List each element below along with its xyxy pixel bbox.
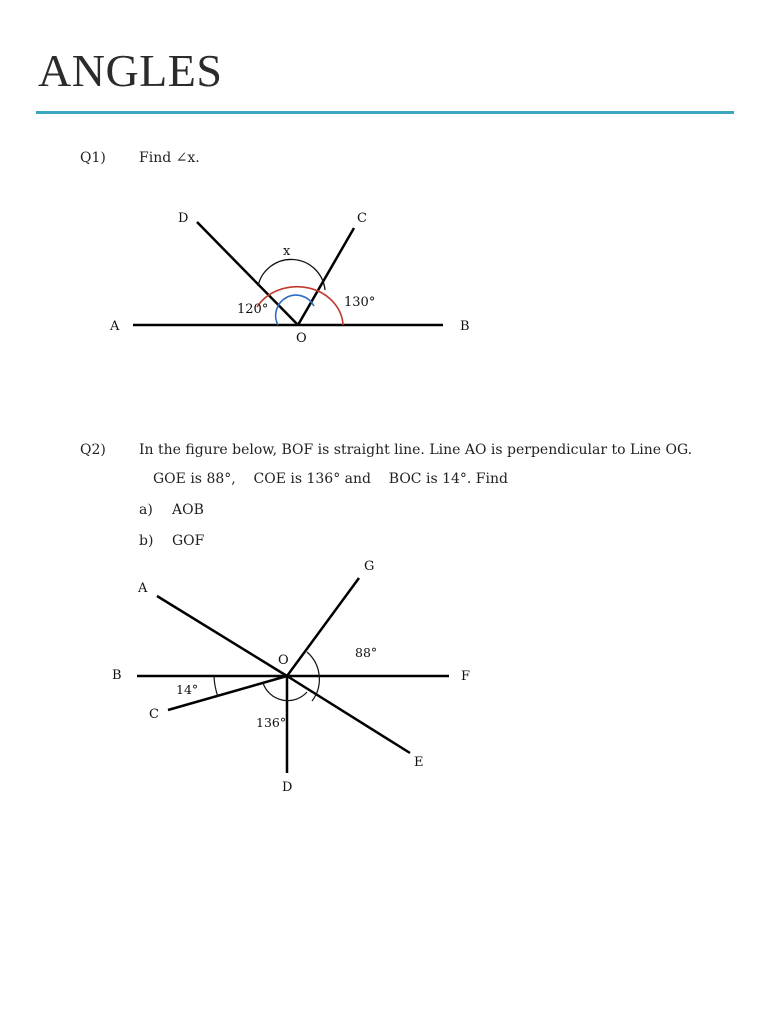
q2-label-a: A [138, 581, 148, 596]
q2-label-b: B [112, 668, 122, 683]
q2-ray-oa [157, 596, 287, 676]
q1-angle-130: 130° [344, 295, 376, 310]
q2-arc-boc [214, 676, 218, 697]
q2-number: Q2) [80, 442, 106, 458]
q2-part-a-text: AOB [172, 502, 204, 518]
q2-ray-og [287, 578, 359, 676]
q2-label-f: F [461, 669, 471, 684]
q2-label-e: E [414, 755, 424, 770]
q1-label-o: O [296, 331, 307, 346]
q2-angle-14: 14° [176, 682, 199, 697]
q2-line1: In the figure below, BOF is straight line. Line AO is perpendicular to Line OG. [139, 442, 693, 458]
q2-angle-88: 88° [355, 645, 378, 660]
q2-label-g: G [364, 559, 375, 574]
page-title: ANGLES [38, 45, 223, 96]
q2-line2: GOE is 88°, COE is 136° and BOC is 14°. Find [153, 471, 508, 487]
q1-number: Q1) [80, 150, 106, 166]
q2-label-o: O [278, 653, 289, 668]
q2-part-b-text: GOF [172, 533, 205, 549]
q2-part-a-label: a) [139, 502, 153, 518]
q1-label-b: B [460, 319, 470, 334]
q2-part-b-label: b) [139, 533, 154, 549]
q2-angle-136: 136° [256, 715, 287, 730]
q2-label-d: D [282, 780, 293, 795]
q1-label-a: A [110, 319, 120, 334]
q1-angle-x: x [283, 244, 291, 259]
q1-angle-120: 120° [237, 302, 269, 317]
q1-label-d: D [178, 211, 189, 226]
q2-ray-oe [287, 676, 410, 753]
q2-label-c: C [149, 707, 159, 722]
q1-prompt: Find ∠x. [139, 150, 200, 166]
q1-label-c: C [357, 211, 367, 226]
